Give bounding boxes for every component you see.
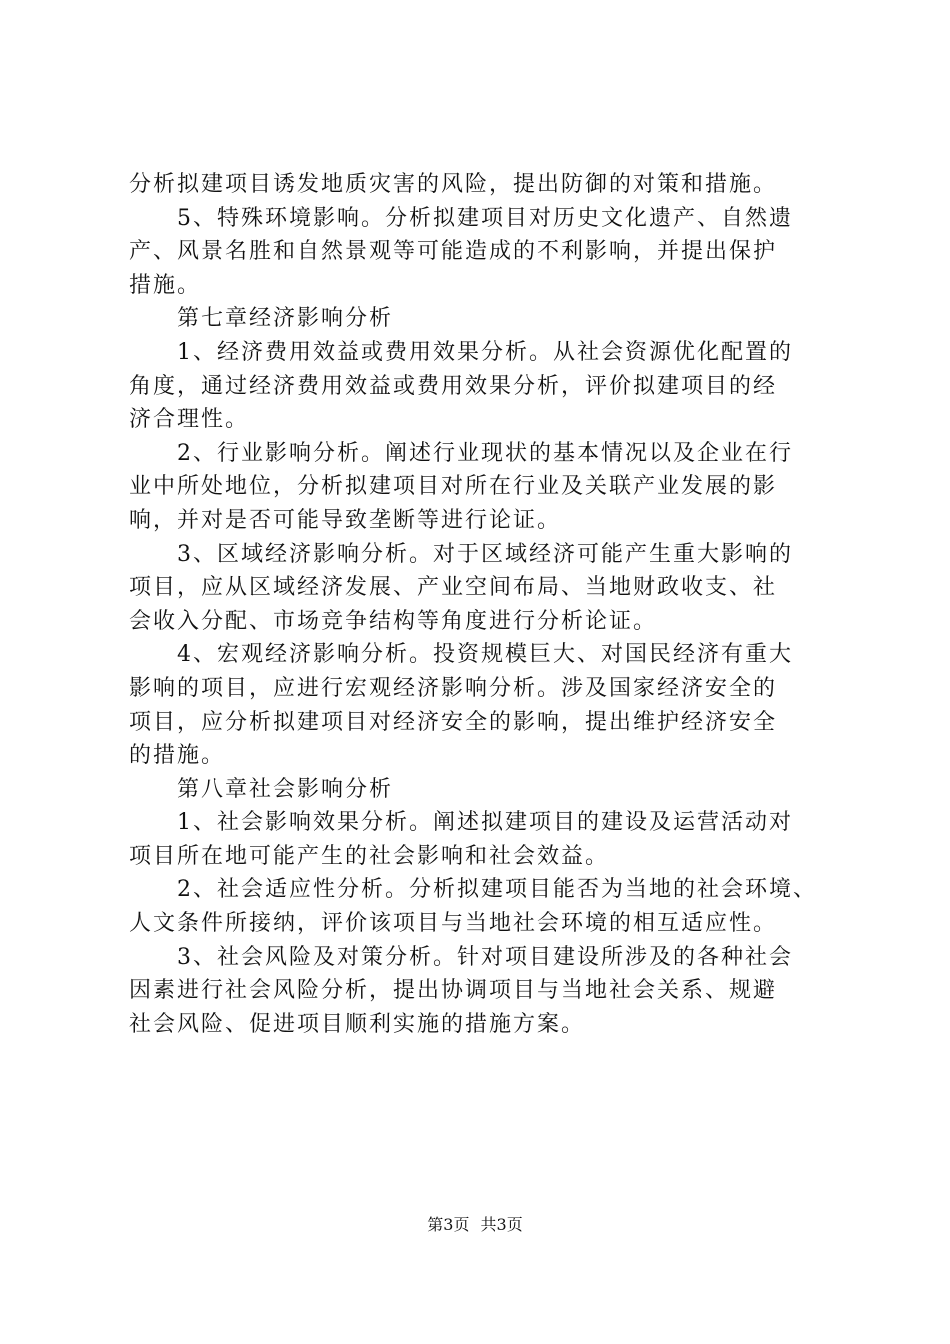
text-line: 1、经济费用效益或费用效果分析。从社会资源优化配置的	[177, 339, 793, 365]
page-total: 共3页	[480, 1215, 523, 1234]
text-line: 响，并对是否可能导致垄断等进行论证。	[129, 507, 562, 533]
text-line: 影响的项目，应进行宏观经济影响分析。涉及国家经济安全的	[129, 675, 778, 701]
text-line: 项目所在地可能产生的社会影响和社会效益。	[129, 843, 610, 869]
text-line: 济合理性。	[129, 407, 250, 433]
text-line: 项目，应从区域经济发展、产业空间布局、当地财政收支、社	[129, 575, 778, 601]
text-line: 4、宏观经济影响分析。投资规模巨大、对国民经济有重大	[177, 642, 793, 668]
text-line: 角度，通过经济费用效益或费用效果分析，评价拟建项目的经	[129, 373, 778, 399]
text-line: 5、特殊环境影响。分析拟建项目对历史文化遗产、自然遗	[177, 205, 793, 231]
text-line: 因素进行社会风险分析，提出协调项目与当地社会关系、规避	[129, 978, 778, 1004]
text-line: 的措施。	[129, 743, 226, 769]
text-line: 产、风景名胜和自然景观等可能造成的不利影响，并提出保护	[129, 239, 778, 265]
text-line: 第八章社会影响分析	[177, 776, 394, 802]
text-line: 3、区域经济影响分析。对于区域经济可能产生重大影响的	[177, 541, 793, 567]
document-body	[129, 168, 829, 1041]
text-line: 1、社会影响效果分析。阐述拟建项目的建设及运营活动对	[177, 810, 793, 836]
text-line: 措施。	[129, 272, 202, 298]
text-line: 2、行业影响分析。阐述行业现状的基本情况以及企业在行	[177, 440, 793, 466]
text-line: 第七章经济影响分析	[177, 306, 394, 332]
text-line: 人文条件所接纳，评价该项目与当地社会环境的相互适应性。	[129, 911, 778, 937]
text-line: 2、社会适应性分析。分析拟建项目能否为当地的社会环境、	[177, 877, 817, 903]
page-footer	[0, 1215, 950, 1235]
text-line: 项目，应分析拟建项目对经济安全的影响，提出维护经济安全	[129, 709, 778, 735]
text-line: 分析拟建项目诱发地质灾害的风险，提出防御的对策和措施。	[129, 172, 778, 197]
text-line: 业中所处地位，分析拟建项目对所在行业及关联产业发展的影	[129, 474, 778, 500]
page-number: 第3页	[427, 1215, 470, 1234]
text-line: 社会风险、促进项目顺利实施的措施方案。	[129, 1011, 586, 1037]
text-line: 会收入分配、市场竞争结构等角度进行分析论证。	[129, 608, 658, 634]
text-line: 3、社会风险及对策分析。针对项目建设所涉及的各种社会	[177, 944, 793, 970]
